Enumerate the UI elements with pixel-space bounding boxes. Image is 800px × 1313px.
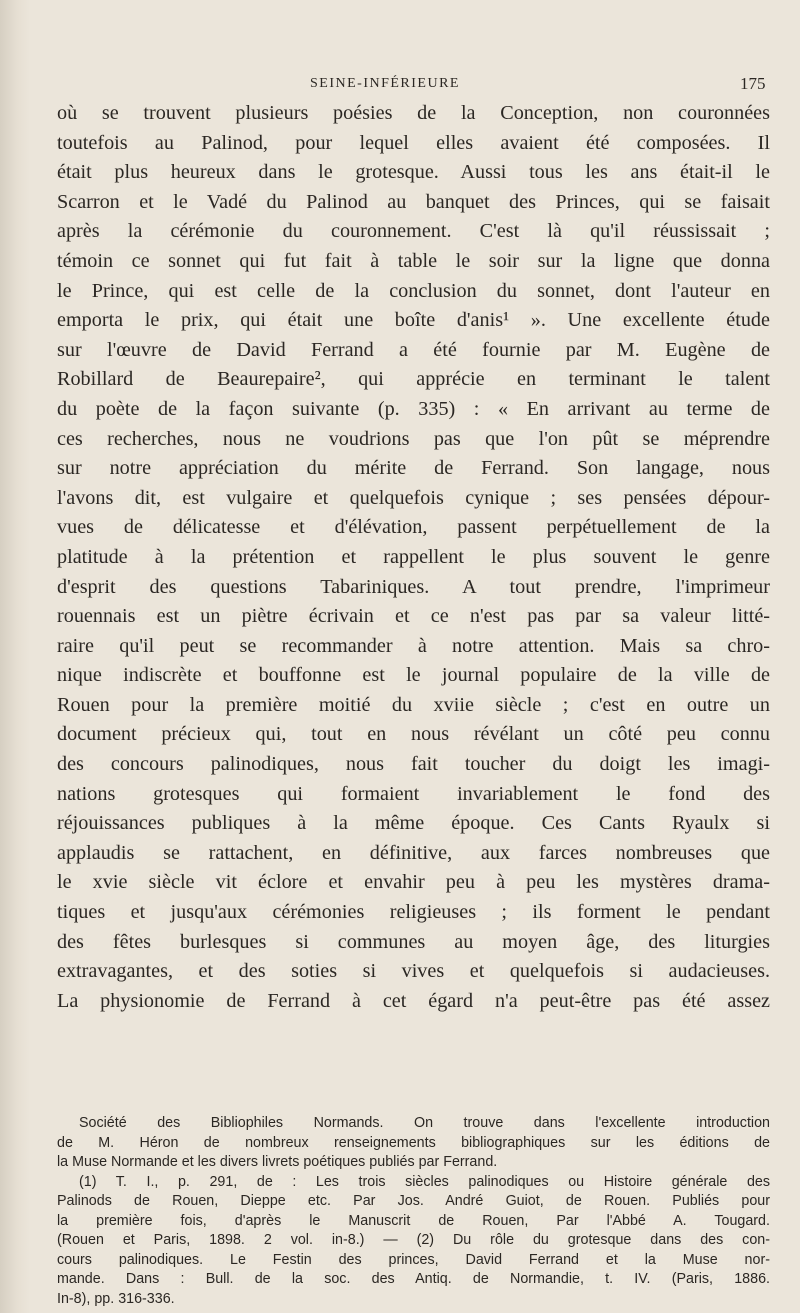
body-line: après la cérémonie du couronnement. C'est là qu'il réussissait ; xyxy=(57,220,770,243)
body-line: toutefois au Palinod, pour lequel elles avaient été composées. Il xyxy=(57,131,770,154)
body-text xyxy=(57,99,770,1016)
footnote-line: (1) T. I., p. 291, de : Les trois siècles palinodiques ou Histoire générale des xyxy=(79,1173,770,1190)
body-line: sur l'œuvre de David Ferrand a été fournie par M. Eugène de xyxy=(57,338,770,361)
footnote-line: mande. Dans : Bull. de la soc. des Antiq. de Normandie, t. IV. (Paris, 1886. xyxy=(57,1271,770,1287)
body-line: témoin ce sonnet qui fut fait à table le soir sur la ligne que donna xyxy=(57,249,770,272)
body-line: applaudis se rattachent, en définitive, aux farces nombreuses que xyxy=(57,841,770,864)
body-line: où se trouvent plusieurs poésies de la Conception, non couronnées xyxy=(57,102,770,124)
body-line: du poète de la façon suivante (p. 335) : « En arrivant au terme de xyxy=(57,397,770,420)
body-line: d'esprit des questions Tabariniques. A tout prendre, l'imprimeur xyxy=(57,575,770,598)
body-line: rouennais est un piètre écrivain et ce n'est pas par sa valeur litté- xyxy=(57,605,770,628)
footnote-line: In-8), pp. 316-336. xyxy=(57,1290,175,1307)
body-line: ces recherches, nous ne voudrions pas que l'on pût se méprendre xyxy=(57,427,770,450)
body-line: nique indiscrète et bouffonne est le journal populaire de la ville de xyxy=(57,664,770,687)
footnotes xyxy=(57,1114,770,1309)
page-gutter-shadow xyxy=(0,0,30,1313)
footnote-line: Palinods de Rouen, Dieppe etc. Par Jos. André Guiot, de Rouen. Publiés pour xyxy=(57,1193,770,1209)
footnote-line: (Rouen et Paris, 1898. 2 vol. in-8.) — (2) Du rôle du grotesque dans des con- xyxy=(57,1232,770,1248)
body-line: sur notre appréciation du mérite de Ferrand. Son langage, nous xyxy=(57,457,770,480)
footnote-line: Société des Bibliophiles Normands. On trouve dans l'excellente introduction xyxy=(79,1115,770,1131)
body-line: emporta le prix, qui était une boîte d'anis¹ ». Une excellente étude xyxy=(57,309,770,332)
body-line: réjouissances publiques à la même époque. Ces Cants Ryaulx si xyxy=(57,812,770,835)
running-head: SEINE-INFÉRIEURE xyxy=(310,76,460,91)
body-line: La physionomie de Ferrand à cet égard n'a peut-être pas été assez xyxy=(57,989,770,1012)
footnote-line: de M. Héron de nombreux renseignements bibliographiques sur les éditions de xyxy=(57,1134,770,1151)
body-line: nations grotesques qui formaient invariablement le fond des xyxy=(57,782,770,805)
footnote-line: la Muse Normande et les divers livrets poétiques publiés par Ferrand. xyxy=(57,1154,498,1170)
body-line: platitude à la prétention et rappellent le plus souvent le genre xyxy=(57,545,770,568)
page-number: 175 xyxy=(740,74,766,93)
body-line: Scarron et le Vadé du Palinod au banquet des Princes, qui se faisait xyxy=(57,190,770,213)
body-line: des fêtes burlesques si communes au moyen âge, des liturgies xyxy=(57,930,770,953)
body-line: des concours palinodiques, nous fait toucher du doigt les imagi- xyxy=(57,753,770,776)
body-line: Robillard de Beaurepaire², qui apprécie en terminant le talent xyxy=(57,368,770,391)
body-line: Rouen pour la première moitié du xviie siècle ; c'est en outre un xyxy=(57,693,770,716)
body-line: tiques et jusqu'aux cérémonies religieuses ; ils forment le pendant xyxy=(57,901,770,924)
body-line: vues de délicatesse et d'élévation, passent perpétuellement de la xyxy=(57,516,770,539)
footnote-line: cours palinodiques. Le Festin des princes, David Ferrand et la Muse nor- xyxy=(57,1251,770,1268)
body-line: l'avons dit, est vulgaire et quelquefois cynique ; ses pensées dépour- xyxy=(57,486,770,509)
body-line: document précieux qui, tout en nous révélant un côté peu connu xyxy=(57,723,770,746)
body-line: extravagantes, et des soties si vives et quelquefois si audacieuses. xyxy=(57,960,770,983)
body-line: était plus heureux dans le grotesque. Aussi tous les ans était-il le xyxy=(57,161,770,184)
body-line: le Prince, qui est celle de la conclusion du sonnet, dont l'auteur en xyxy=(57,279,770,302)
body-line: le xvie siècle vit éclore et envahir peu à peu les mystères drama- xyxy=(57,871,770,894)
body-line: raire qu'il peut se recommander à notre attention. Mais sa chro- xyxy=(57,634,770,657)
footnote-line: la première fois, d'après le Manuscrit de Rouen, Par l'Abbé A. Tougard. xyxy=(57,1212,770,1229)
